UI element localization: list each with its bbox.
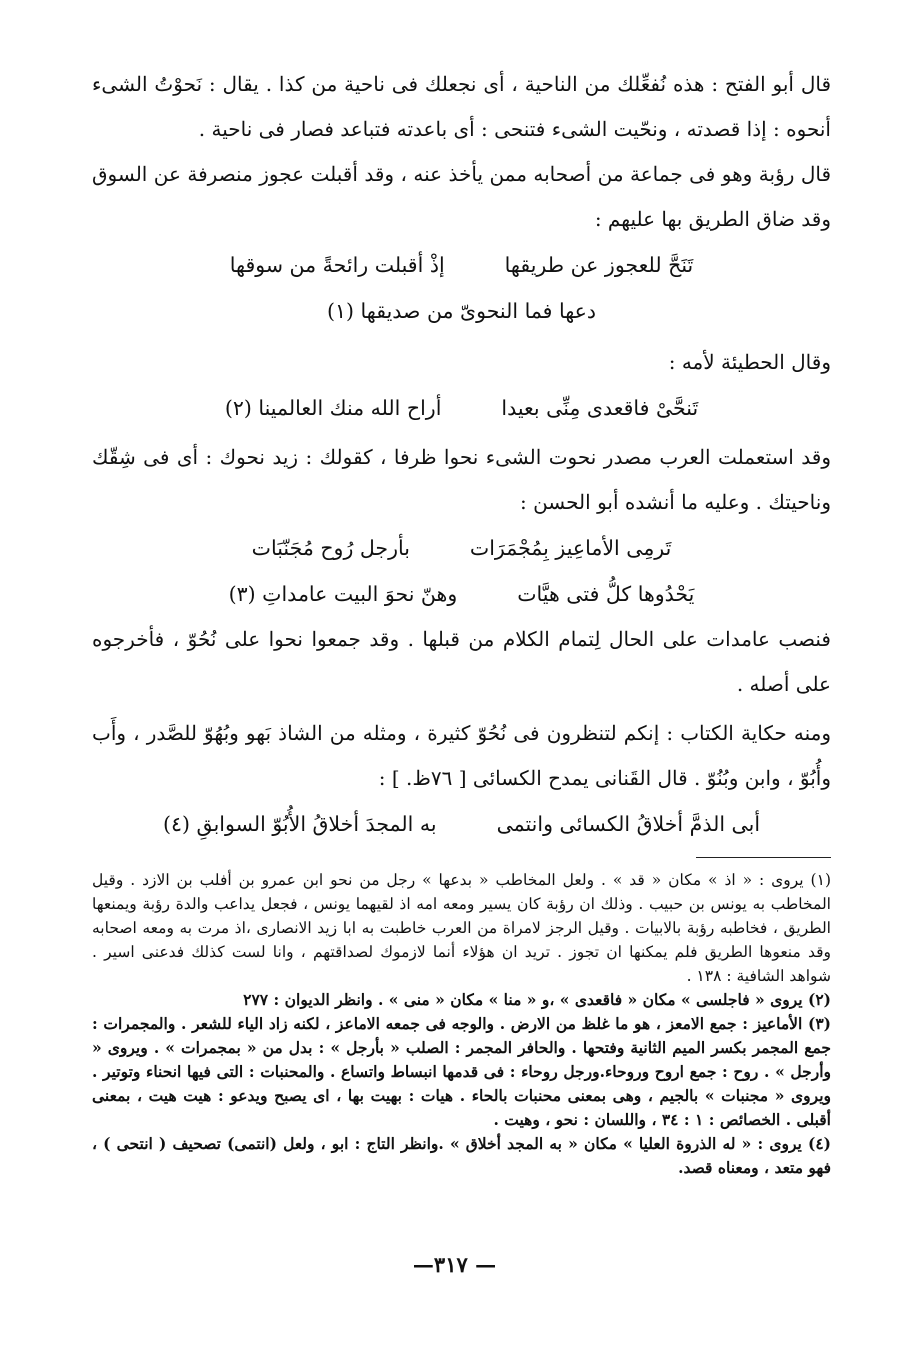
footnote-2: (٢) يروى « فاجلسى » مكان « فاقعدى » ،و « منا » مكان « منى » . وانظر الديوان : ٢٧٧	[243, 990, 831, 1009]
paragraph-abu-alfath: قال أبو الفتح : هذه نُفعِّلك من الناحية ، أى نجعلك فى ناحية من كذا . يقال : نَحوْتُ الشىء أنحوه : إذا قصدته ، ونحّيت الشىء فتنحى : أى باعدته فتباعد فصار فى ناحية .	[92, 72, 831, 141]
verse-hemistich-right: يَحْدُوها كلُّ فتى هيَّات	[517, 582, 695, 606]
footnote-3: (٣) الأماعيز : جمع الامعز ، هو ما غلظ من الارض . والوجه فى جمعه الاماعز ، لكنه زاد الياء للشعر . والمجمرات : جمع المجمر بكسر الميم الثانية وفتحها . والحافر المجمر : الصلب « بأرجل » : بدل من « بمجمرات » . ويروى « وأرجل » . روح : جمع اروح وروحاء.ورجل روحاء : فى قدمها انبساط واتساع . والمحنبات : التى فيها انحناء وتوتير . ويروى « مجنبات » بالجيم ، وهى بمعنى محنبات بالحاء . هيات : بهيت بها ، اى يصبح ويدعو : هيت هيت ، بمعنى أقبلى . الخصائص : ١ : ٣٤ ، واللسان : نحو ، وهيت .	[92, 1014, 831, 1129]
verse-line	[92, 288, 831, 334]
page-number: — ٣١٧—	[412, 1252, 497, 1277]
verse-line	[92, 242, 831, 288]
verse-hemistich-right: أبى الذمَّ أخلاقُ الكسائى وانتمى	[496, 812, 761, 836]
paragraph-kitab: ومنه حكاية الكتاب : إنكم لتنظرون فى نُحُوّ كثيرة ، ومثله من الشاذ بَهو وبُهُوّ للصَّدر ، وأَب وأُبُوّ ، وابن وبُنُوّ . قال القَنانى يمدح الكسائى [ ٧٦ظ. ] :	[92, 721, 831, 790]
verse-hemistich-left: وهنّ نحوَ البيت عامداتِ (٣)	[228, 582, 458, 606]
verse-hemistich-left: إذْ أقبلت رائحةً من سوقها	[229, 253, 445, 277]
verse-hemistich-right: تَنحَّىْ فاقعدى مِنِّى بعيدا	[501, 396, 699, 420]
verse-qanani	[92, 801, 831, 847]
verse-abu-alhasan	[92, 525, 831, 617]
verse-hemistich-single: دعها فما النحوىّ من صديقها (١)	[326, 299, 597, 323]
footnote-divider	[696, 857, 831, 858]
verse-ruba	[92, 242, 831, 334]
verse-hemistich-left: أراح الله منك العالمينا (٢)	[224, 396, 442, 420]
verse-hemistich-left: بأرجل رُوح مُجَنّبَات	[251, 536, 410, 560]
verse-line	[92, 385, 831, 431]
verse-line	[92, 801, 831, 847]
footnote-1: (١) يروى : « اذ » مكان « قد » . ولعل المخاطب « بدعها » رجل من نحو ابن عمرو بن أفلب بن الازد . وقيل المخاطب به يونس بن حبيب . وذلك ان رؤبة كان يسير ومعه امه اذ لقيهما يونس ، فجعل يداعب والدة رؤبة ويمنعها الطريق ، فخاطبه رؤبة بالابيات . وقيل الرجز لامراة من العرب خاطبت به ابا زيد الانصارى ،اذ مرت به ومعه اصحابه وقد منعوها الطريق فلم يمكنها ان تجوز . تريد ان هؤلاء أنما لازموك لصداقتهم ، وانا لست كذلك فدعنى اسير . شواهد الشافية : ١٣٨ .	[92, 871, 831, 985]
paragraph-ruba: قال رؤبة وهو فى جماعة من أصحابه ممن يأخذ عنه ، وقد أقبلت عجوز منصرفة عن السوق وقد ضاق الطريق بها عليهم :	[92, 162, 831, 231]
verse-hemistich-left: به المجدَ أخلاقُ الأُبُوّ السوابقِ (٤)	[162, 812, 437, 836]
paragraph-amidat: فنصب عامدات على الحال لِتمام الكلام من قبلها . وقد جمعوا نحوا على نُحُوّ ، فأخرجوه على أصله .	[92, 627, 831, 696]
verse-line	[92, 525, 831, 571]
footnote-4: (٤) يروى : « له الذروة العليا » مكان « به المجد أخلاق » .وانظر التاج : ابو ، ولعل (انتمى) تصحيف ( انتحى ) ، فهو متعد ، ومعناه قصد.	[92, 1134, 831, 1177]
paragraph-nahw-zarf: وقد استعملت العرب مصدر نحوت الشىء نحوا ظرفا ، كقولك : زيد نحوك : أى فى شِقّك وناحيتك . وعليه ما أنشده أبو الحسن :	[92, 445, 831, 514]
verse-hutaya	[92, 385, 831, 431]
paragraph-hutaya: وقال الحطيئة لأمه :	[668, 350, 831, 374]
verse-hemistich-right: تَرمِى الأماعِيز بِمُجْمَرَات	[469, 536, 672, 560]
main-text	[92, 62, 831, 847]
footnotes	[92, 868, 831, 1180]
verse-line	[92, 571, 831, 617]
verse-hemistich-right: تَنَحَّ للعجوز عن طريقها	[504, 253, 694, 277]
